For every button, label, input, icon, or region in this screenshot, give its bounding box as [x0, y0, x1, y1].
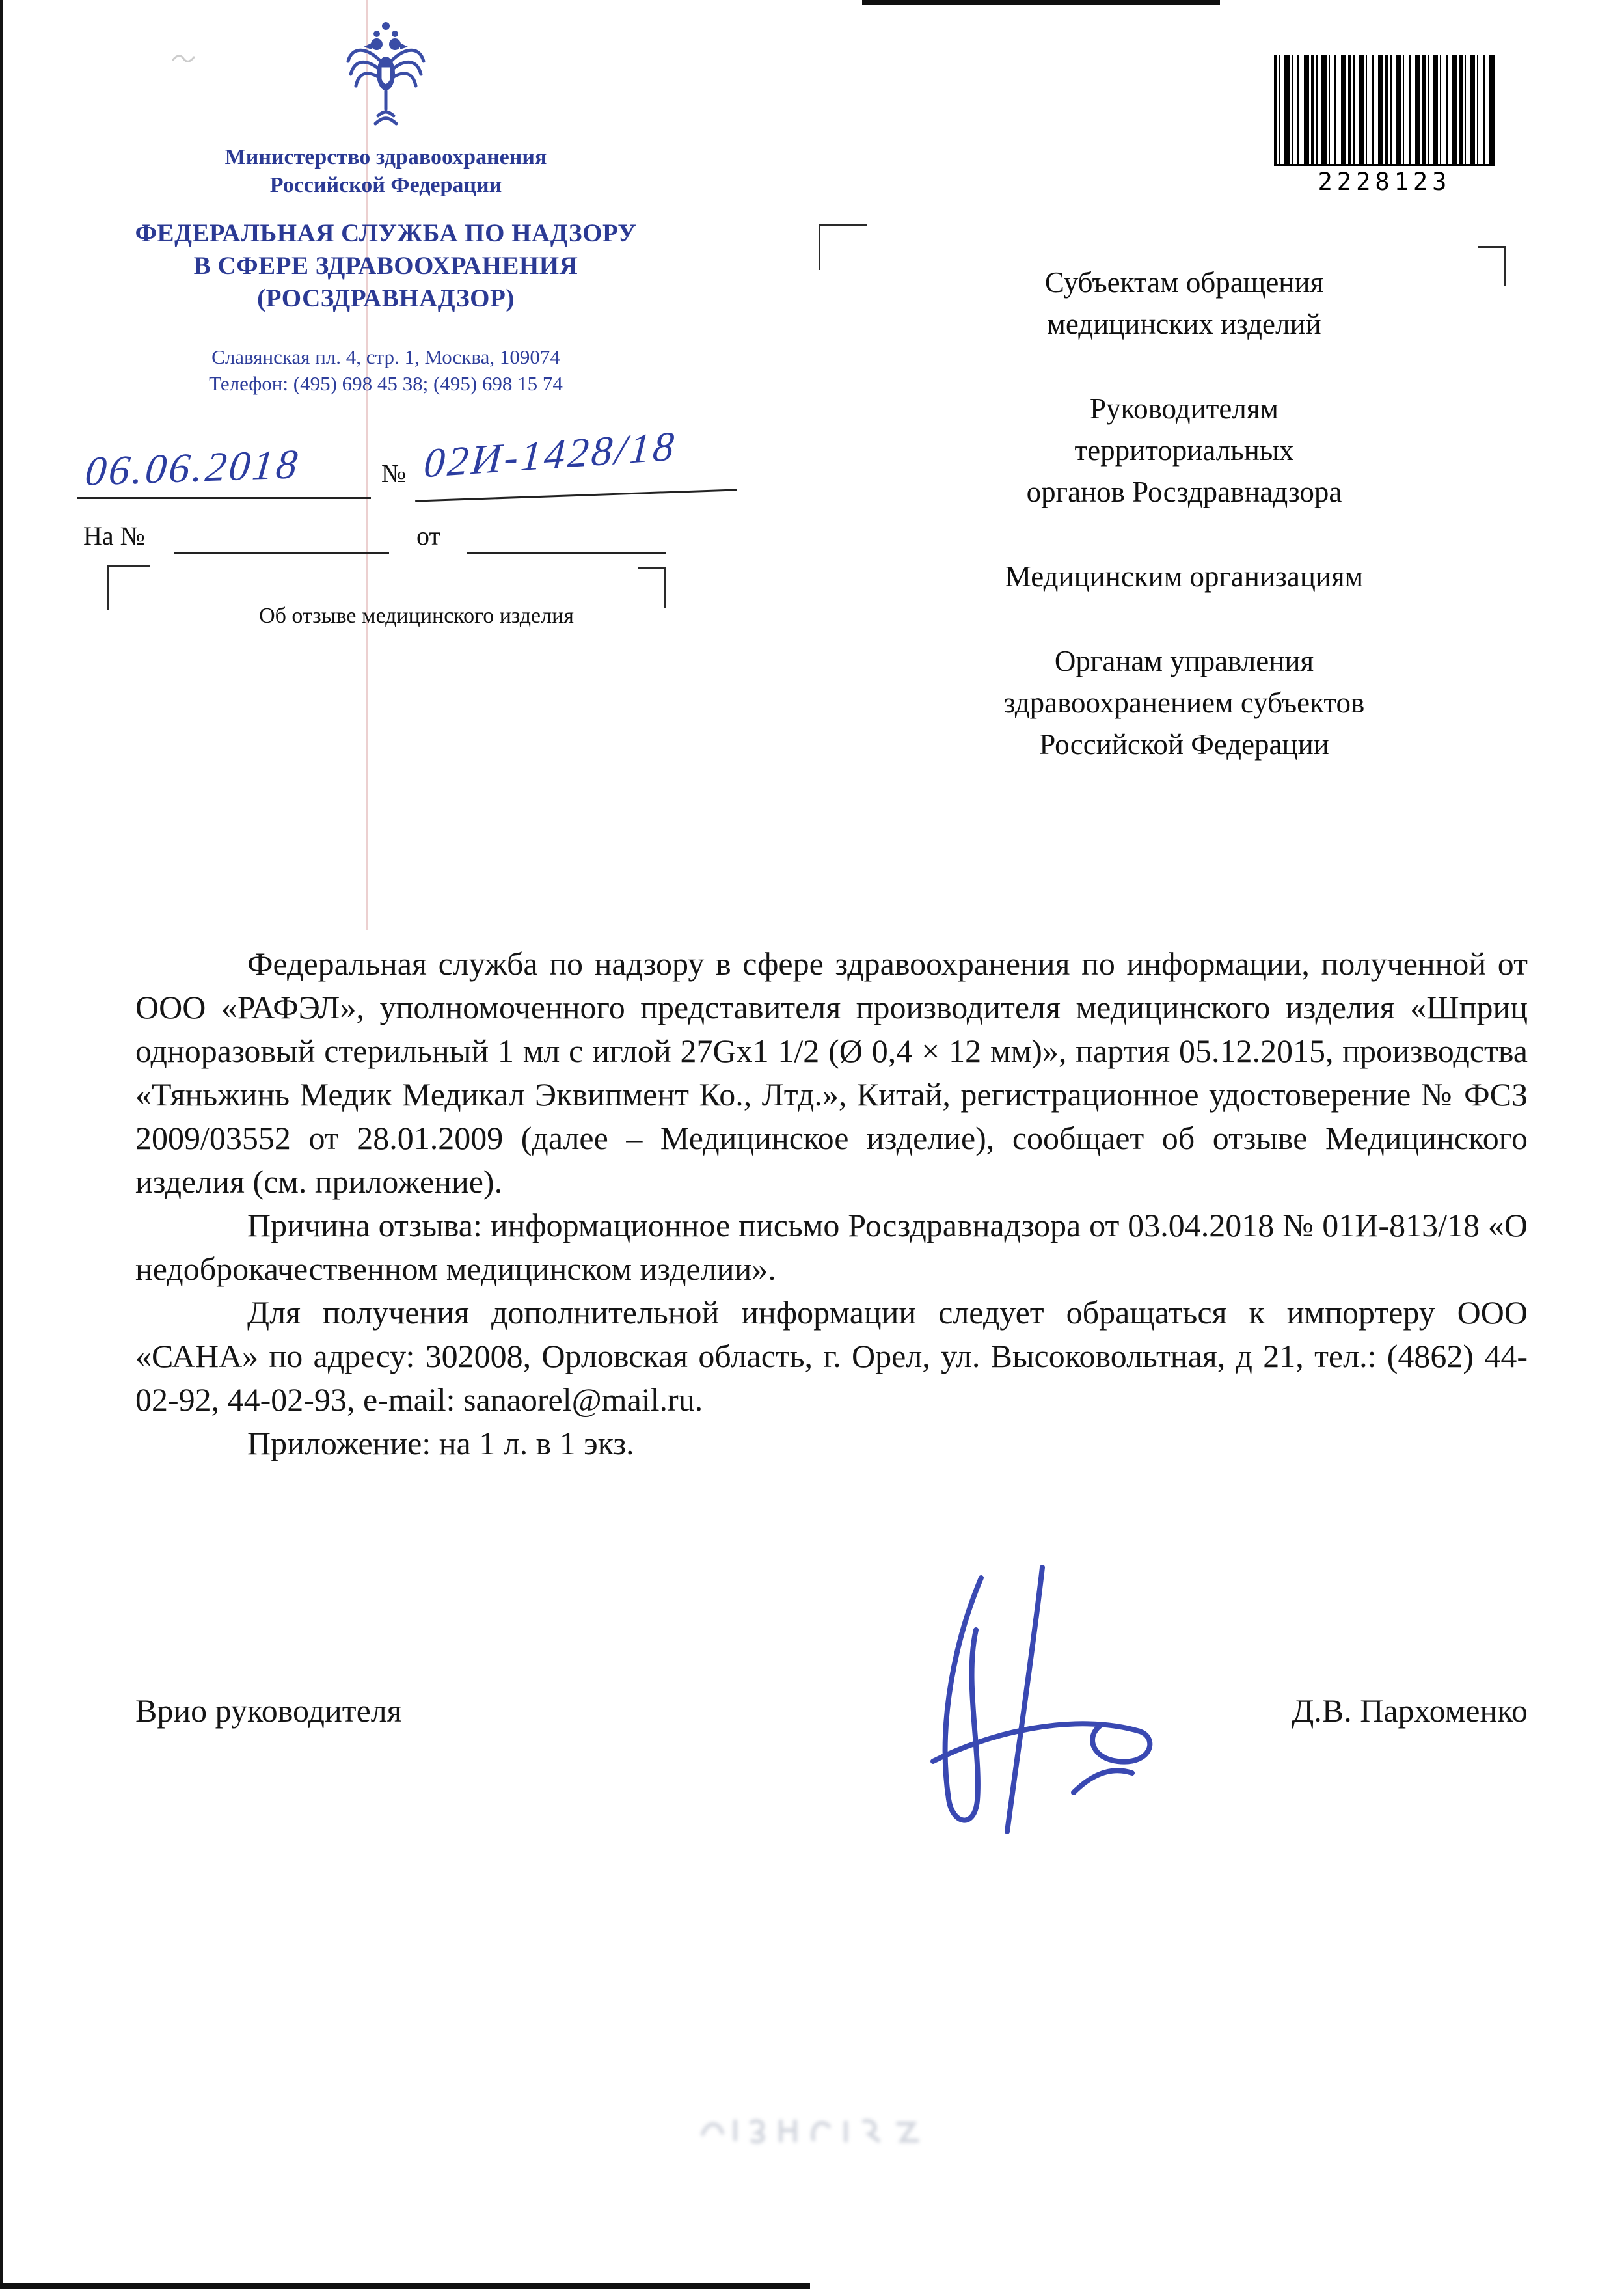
addressee-list [800, 262, 1568, 808]
body-paragraph: Федеральная служба по надзору в сфере здравоохранения по информации, полученной от ООО «РАФЭЛ», уполномоченного представителя производителя медицинского изделия «Шприц одноразовый стерильный 1 мл с иглой 27Gx1 1/2 (Ø 0,4 × 12 мм)», партия 05.12.2015, производства «Тяньжинь Медик Медикал Эквипмент Ко., Лтд.», Китай, регистрационное удостоверение № ФСЗ 2009/03552 от 28.01.2009 (далее – Медицинское изделие), сообщает об отзыве Медицинского изделия (см. приложение). [135, 945, 1528, 1200]
addressee-line: здравоохранением субъектов [1003, 686, 1365, 719]
faint-stamp-mark [690, 2102, 963, 2154]
na-no-underline [174, 552, 389, 554]
number-underline [415, 489, 737, 502]
addressee-line: Субъектам обращения [1044, 266, 1324, 299]
service-name-line-3: (РОСЗДРАВНАДЗОР) [257, 284, 515, 312]
incoming-reference-row [83, 521, 740, 560]
addressee-item [800, 388, 1568, 513]
subject-line: Об отзыве медицинского изделия [259, 604, 574, 628]
na-no-label: На № [83, 521, 145, 550]
signer-position: Врио руководителя [135, 1692, 402, 1729]
handwritten-date: 06.06.2018 [83, 440, 303, 494]
addressee-item [800, 556, 1568, 597]
addressee-line: органов Росздравнадзора [1026, 476, 1342, 508]
scan-edge-top [862, 0, 1220, 5]
service-name-line-2: В СФЕРЕ ЗДРАВООХРАНЕНИЯ [193, 252, 578, 280]
body-paragraph: Причина отзыва: информационное письмо Росздравнадзора от 03.04.2018 № 01И-813/18 «О недоброкачественном медицинском изделии». [135, 1207, 1528, 1287]
postal-address: Славянская пл. 4, стр. 1, Москва, 109074 [211, 345, 560, 368]
outgoing-reference-row [77, 422, 740, 511]
addressee-line: территориальных [1074, 434, 1294, 467]
scan-edge-bottom [0, 2283, 810, 2289]
attachment-note: Приложение: на 1 л. в 1 экз. [247, 1425, 634, 1461]
addressee-line: Руководителям [1090, 392, 1279, 425]
handwritten-signature [878, 1558, 1165, 1845]
letter-body [135, 942, 1528, 1465]
ministry-line-2: Российской Федерации [269, 173, 502, 197]
addressee-line: Органам управления [1054, 645, 1314, 677]
letterhead [109, 18, 662, 397]
addressee-line: Медицинским организациям [1005, 560, 1364, 593]
body-paragraph: Для получения дополнительной информации следует обращаться к импортеру ООО «САНА» по адресу: 302008, Орловская область, г. Орел, ул. Высоковольтная, д 21, тел.: (4862) 44-02-92, 44-02-93, e-mail: sanaorel@mail.ru. [135, 1294, 1528, 1418]
number-sign: № [381, 459, 407, 488]
addressee-line: Российской Федерации [1039, 728, 1329, 761]
subject-zone-corner-right [638, 567, 666, 608]
ot-label: от [416, 521, 440, 550]
barcode-number: 2228123 [1318, 168, 1452, 196]
registration-barcode [1274, 55, 1495, 196]
coat-of-arms-icon [340, 18, 431, 135]
signer-name: Д.В. Пархоменко [1292, 1692, 1528, 1729]
addressee-line: медицинских изделий [1047, 308, 1321, 340]
phone-numbers: Телефон: (495) 698 45 38; (495) 698 15 74 [209, 372, 563, 395]
barcode-stripes [1274, 55, 1495, 166]
ot-underline [467, 552, 666, 554]
date-underline [77, 497, 371, 499]
signature-row [135, 1692, 1528, 1729]
service-name-line-1: ФЕДЕРАЛЬНАЯ СЛУЖБА ПО НАДЗОРУ [135, 219, 637, 247]
addressee-item [800, 262, 1568, 345]
handwritten-outgoing-number: 02И-1428/18 [422, 422, 679, 487]
ministry-line-1: Министерство здравоохранения [224, 145, 547, 169]
scan-edge-left [0, 0, 3, 2289]
addressee-item [800, 640, 1568, 765]
subject-zone-corner-left [107, 565, 150, 610]
